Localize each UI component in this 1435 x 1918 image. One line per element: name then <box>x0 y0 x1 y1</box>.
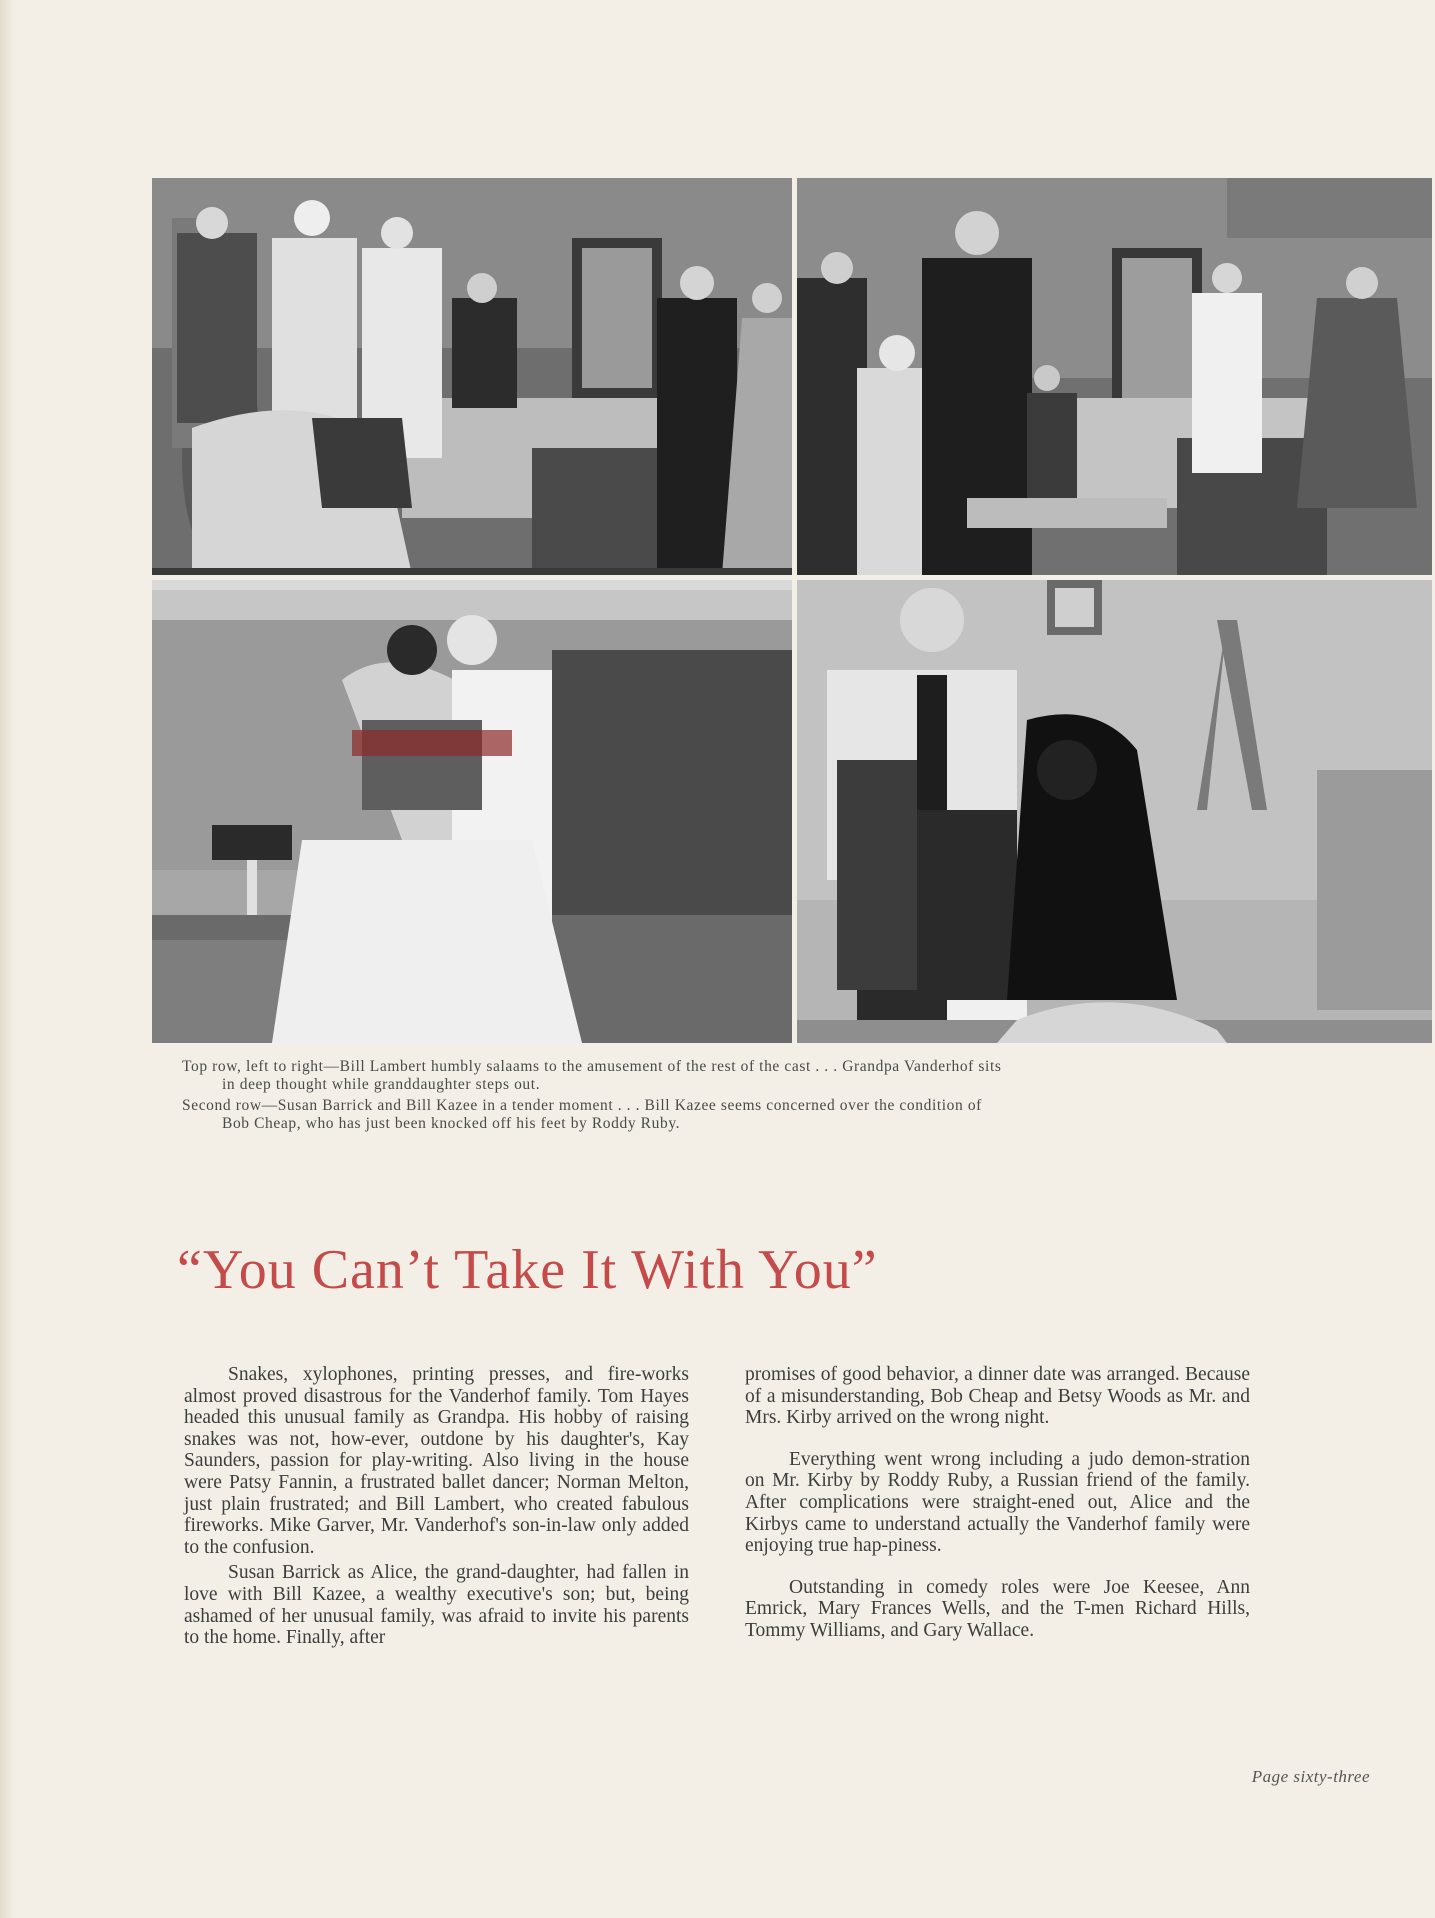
caption-row1-line1: Top row, left to right—Bill Lambert humbly salaams to the amusement of the rest of the cast . . . Grandpa Vanderhof sits <box>182 1058 1002 1075</box>
page-edge <box>0 0 14 1918</box>
photo-grid <box>152 178 1432 1043</box>
photo-caption-second-row <box>182 1097 1247 1133</box>
photo-caption-top-row <box>182 1058 1247 1094</box>
caption-row2-line1: Second row—Susan Barrick and Bill Kazee in a tender moment . . . Bill Kazee seems concerned over the condition of <box>182 1097 982 1114</box>
photo-top-right <box>797 178 1432 575</box>
body-column-right <box>745 1364 1250 1642</box>
article-title: “You Can’t Take It With You” <box>177 1239 878 1301</box>
paragraph-1: Snakes, xylophones, printing presses, and fire-works almost proved disastrous for the Vanderhof family. Tom Hayes headed this unusual family as Grandpa. His hobby of raising snakes was not, how-ever, outdone by his daughter's, Kay Saunders, passion for play-writing. Also living in the house were Patsy Fannin, a frustrated ballet dancer; Norman Melton, just plain frustrated; and Bill Lambert, who created fabulous fireworks. Mike Garver, Mr. Vanderhof's son-in-law only added to the confusion. <box>184 1364 689 1558</box>
photo-bottom-left <box>152 580 792 1043</box>
caption-row2-line2: Bob Cheap, who has just been knocked off his feet by Roddy Ruby. <box>222 1115 681 1132</box>
paragraph-4: Outstanding in comedy roles were Joe Keesee, Ann Emrick, Mary Frances Wells, and the T-men Richard Hills, Tommy Williams, and Gary Wallace. <box>745 1576 1250 1641</box>
paragraph-2-continued: promises of good behavior, a dinner date was arranged. Because of a misunderstanding, Bob Cheap and Betsy Woods as Mr. and Mrs. Kirby arrived on the wrong night. <box>745 1364 1250 1429</box>
caption-row1-line2: in deep thought while granddaughter steps out. <box>222 1076 541 1093</box>
photo-bottom-right <box>797 580 1432 1043</box>
paragraph-2: Susan Barrick as Alice, the grand-daughter, had fallen in love with Bill Kazee, a wealthy executive's son; but, being ashamed of her unusual family, was afraid to invite his parents to the home. Finally, after <box>184 1562 689 1649</box>
page-number: Page sixty-three <box>1251 1767 1370 1786</box>
paragraph-3: Everything went wrong including a judo demon-stration on Mr. Kirby by Roddy Ruby, a Russian friend of the family. After complications were straight-ened out, Alice and the Kirbys came to understand actually the Vanderhof family were enjoying true hap-piness. <box>745 1448 1250 1557</box>
photo-top-left <box>152 178 792 575</box>
body-column-left <box>184 1364 689 1649</box>
